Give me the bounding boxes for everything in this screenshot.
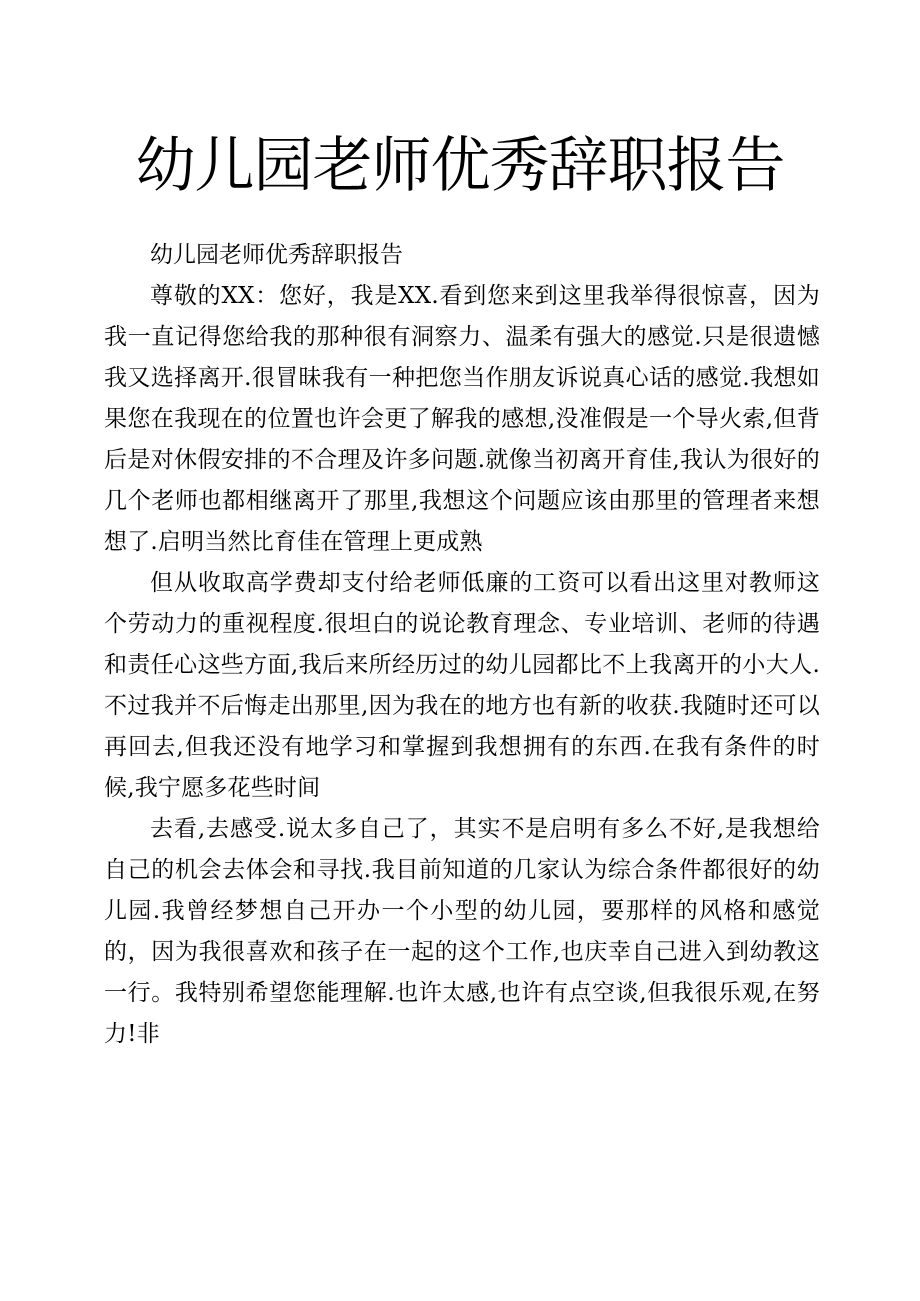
paragraph-closing: 去看,去感受.说太多自己了，其实不是启明有多么不好,是我想给自己的机会去体会和寻找.我目前知道的几家认为综合条件都很好的幼儿园.我曾经梦想自己开办一个小型的幼儿园，要那样的风格和感觉的，因为我很喜欢和孩子在一起的这个工作,也庆幸自己进入到幼教这一行。我特别希望您能理解.也许太感,也许有点空谈,但我很乐观,在努力!非 <box>104 816 820 1047</box>
document-title: 幼儿园老师优秀辞职报告 <box>135 131 785 201</box>
paragraph-subtitle: 幼儿园老师优秀辞职报告 <box>150 242 403 268</box>
paragraph-reasons: 但从收取高学费却支付给老师低廉的工资可以看出这里对教师这个劳动力的重视程度.很坦白的说论教育理念、专业培训、老师的待遇和责任心这些方面,我后来所经历过的幼儿园都比不上我离开的小大人.不过我并不后悔走出那里,因为我在的地方也有新的收获.我随时还可以再回去,但我还没有地学习和掌握到我想拥有的东西.在我有条件的时候,我宁愿多花些时间 <box>104 570 820 801</box>
document-body <box>104 235 820 1055</box>
paragraph-greeting: 尊敬的XX：您好，我是XX.看到您来到这里我举得很惊喜，因为我一直记得您给我的那种很有洞察力、温柔有强大的感觉.只是很遗憾我又选择离开.很冒昧我有一种把您当作朋友诉说真心话的感觉.我想如果您在我现在的位置也许会更了解我的感想,没准假是一个导火索,但背后是对休假安排的不合理及许多问题.就像当初离开育佳,我认为很好的几个老师也都相继离开了那里,我想这个问题应该由那里的管理者来想想了.启明当然比育佳在管理上更成熟 <box>104 283 820 555</box>
